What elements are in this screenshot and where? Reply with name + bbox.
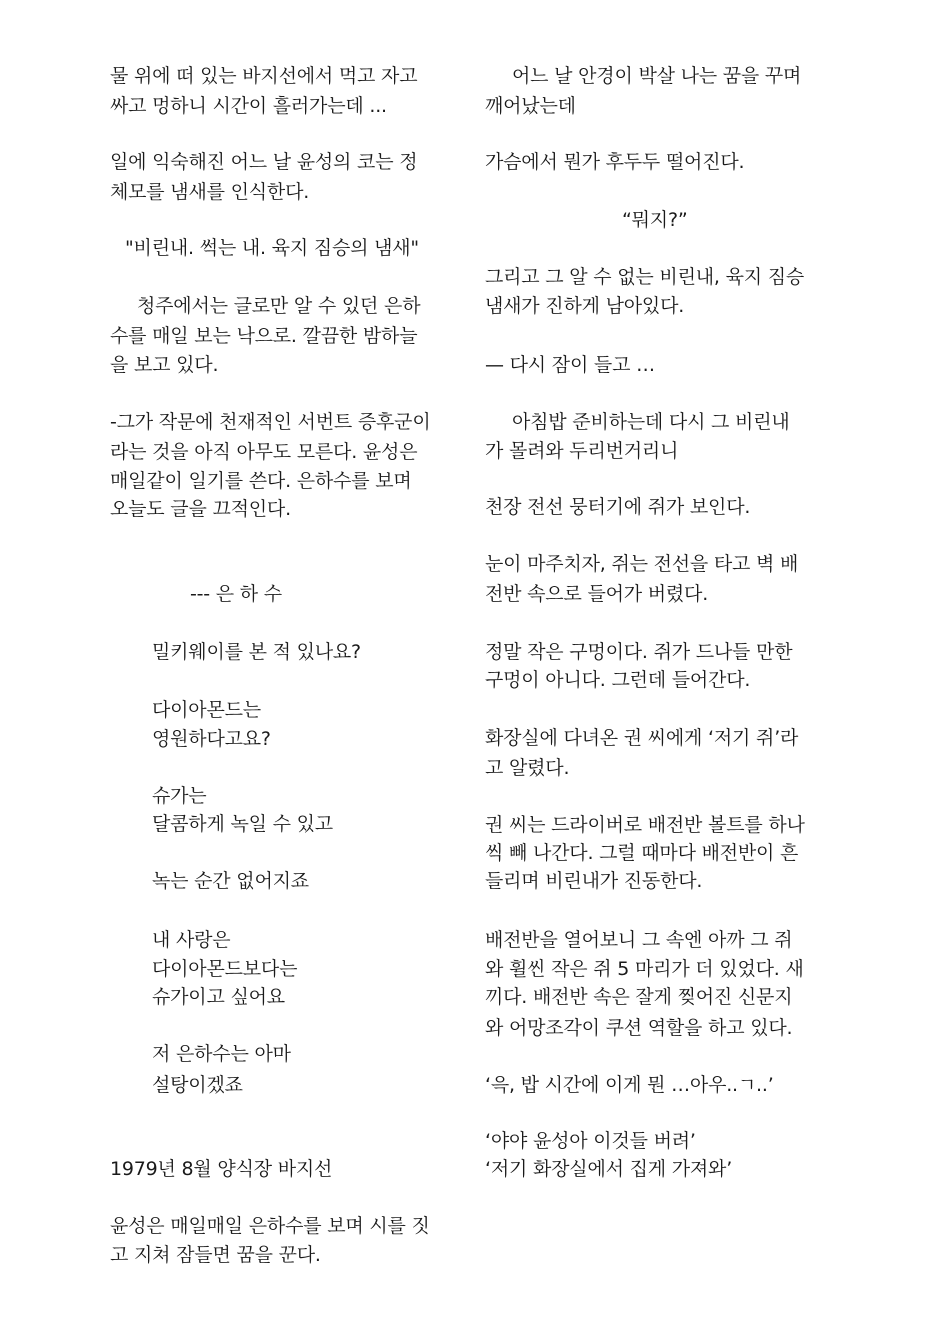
left-column-text-line: 청주에서는 글로만 알 수 있던 은하 (137, 295, 421, 317)
left-column-text-line: 녹는 순간 없어지죠 (152, 870, 309, 892)
right-column-text-line: “뭐지?” (622, 209, 688, 231)
left-column-text-line: 1979년 8월 양식장 바지선 (110, 1158, 333, 1180)
right-column-text-line: ‘야야 윤성아 이것들 버려’ (485, 1130, 696, 1152)
left-column-text-line: 슈가이고 싶어요 (152, 986, 285, 1008)
right-column-text-line: 어느 날 안경이 박살 나는 꿈을 꾸며 (512, 65, 802, 87)
right-column-text-line: 아침밥 준비하는데 다시 그 비린내 (512, 411, 790, 433)
right-column-text-line: ‘윽, 밥 시간에 이게 뭔 …아우..ㄱ..’ (485, 1074, 774, 1096)
right-column-text-line: 고 알렸다. (485, 757, 570, 779)
right-column-text-line: 깨어났는데 (485, 95, 576, 117)
left-column-text-line: 체모를 냄새를 인식한다. (110, 181, 310, 203)
right-column-text-line: 끼다. 배전반 속은 잘게 찢어진 신문지 (485, 986, 793, 1008)
left-column-text-line: 오늘도 글을 끄적인다. (110, 498, 291, 520)
right-column-text-line: 와 휠씬 작은 쥐 5 마리가 더 있었다. 새 (485, 958, 804, 980)
left-column-text-line: "비린내. 썩는 내. 육지 짐승의 냄새" (125, 237, 419, 259)
right-column-text-line: 그리고 그 알 수 없는 비린내, 육지 짐승 (485, 266, 805, 288)
right-column-text-line: 전반 속으로 들어가 버렸다. (485, 583, 709, 605)
left-column-text-line: 달콤하게 녹일 수 있고 (152, 813, 333, 835)
left-column-text-line: 슈가는 (152, 785, 207, 807)
left-column-text-line: 밀키웨이를 본 적 있나요? (152, 641, 361, 663)
right-column-text-line: 권 씨는 드라이버로 배전반 볼트를 하나 (485, 814, 805, 836)
right-column-text-line: ‘저기 화장실에서 집게 가져와’ (485, 1158, 733, 1180)
left-column-text-line: 고 지쳐 잠들면 꿈을 꾼다. (110, 1244, 321, 1266)
left-column-text-line: 을 보고 있다. (110, 354, 219, 376)
left-column-text-line: 일에 익숙해진 어느 날 윤성의 코는 정 (110, 151, 418, 173)
right-column-text-line: 눈이 마주치자, 쥐는 전선을 타고 벽 배 (485, 553, 799, 575)
right-column-text-line: 배전반을 열어보니 그 속엔 아까 그 쥐 (485, 929, 793, 951)
right-column-text-line: 냄새가 진하게 남아있다. (485, 295, 685, 317)
left-column-text-line: 다이아몬드는 (152, 699, 261, 721)
right-column-text-line: — 다시 잠이 들고 … (485, 354, 655, 376)
left-column-text-line: 싸고 멍하니 시간이 흘러가는데 ... (110, 95, 387, 117)
left-column-text-line: 설탕이겠죠 (152, 1074, 243, 1096)
left-column-text-line: 윤성은 매일매일 은하수를 보며 시를 짓 (110, 1215, 430, 1237)
left-column-text-line: 영원하다고요? (152, 728, 271, 750)
left-column-text-line: 저 은하수는 아마 (152, 1043, 291, 1065)
left-column-text-line: 라는 것을 아직 아무도 모른다. 윤성은 (110, 441, 418, 463)
left-column-text-line: 수를 매일 보는 낙으로. 깔끔한 밤하늘 (110, 325, 418, 347)
left-column-text-line: --- 은 하 수 (190, 583, 282, 605)
right-column-text-line: 구멍이 아니다. 그런데 들어간다. (485, 669, 751, 691)
left-column-text-line: 매일같이 일기를 쓴다. 은하수를 보며 (110, 470, 412, 492)
left-column-text-line: -그가 작문에 천재적인 서번트 증후군이 (110, 411, 431, 433)
left-column-text-line: 내 사랑은 (152, 929, 231, 951)
right-column-text-line: 씩 빼 나간다. 그럴 때마다 배전반이 흔 (485, 842, 799, 864)
left-column-text-line: 다이아몬드보다는 (152, 958, 298, 980)
left-column-text-line: 물 위에 떠 있는 바지선에서 먹고 자고 (110, 65, 418, 87)
right-column-text-line: 가 몰려와 두리번거리니 (485, 440, 679, 462)
right-column-text-line: 와 어망조각이 쿠션 역할을 하고 있다. (485, 1017, 793, 1039)
right-column-text-line: 화장실에 다녀온 권 씨에게 ‘저기 쥐’라 (485, 727, 799, 749)
right-column-text-line: 정말 작은 구멍이다. 쥐가 드나들 만한 (485, 641, 793, 663)
right-column-text-line: 들리며 비린내가 진동한다. (485, 870, 703, 892)
right-column-text-line: 가슴에서 뭔가 후두두 떨어진다. (485, 151, 745, 173)
right-column-text-line: 천장 전선 뭉터기에 쥐가 보인다. (485, 496, 751, 518)
